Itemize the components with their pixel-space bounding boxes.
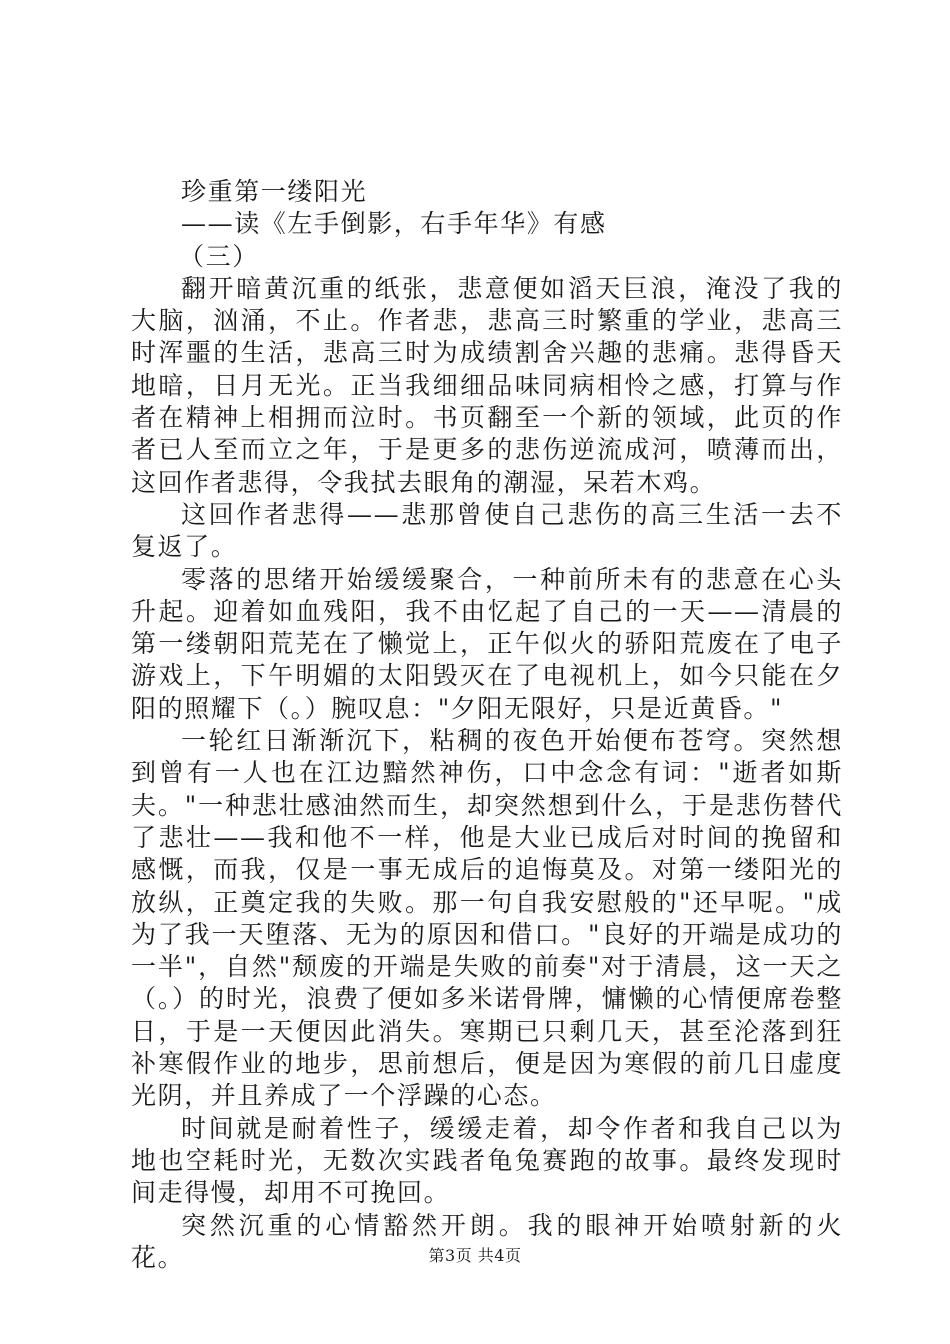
paragraph: 零落的思绪开始缓缓聚合，一种前所未有的悲意在心头升起。迎着如血残阳，我不由忆起了自己的一天——清晨的第一缕朝阳荒芜在了懒觉上，正午似火的骄阳荒废在了电子游戏上，下午明媚的太阳毁灭在了电视机上，如今只能在夕阳的照耀下（。）腕叹息："夕阳无限好，只是近黄昏。" — [131, 564, 843, 723]
paragraph: 一轮红日渐渐沉下，粘稠的夜色开始便布苍穹。突然想到曾有一人也在江边黯然神伤，口中念念有词："逝者如斯夫。"一种悲壮感油然而生，却突然想到什么，于是悲伤替代了悲壮——我和他不一样，他是大业已成后对时间的挽留和感慨，而我，仅是一事无成后的追悔莫及。对第一缕阳光的放纵，正奠定我的失败。那一句自我安慰般的"还早呢。"成为了我一天堕落、无为的原因和借口。"良好的开端是成功的一半"，自然"颓废的开端是失败的前奏"对于清晨，这一天之（。）的时光，浪费了便如多米诺骨牌，慵懒的心情便席卷整日，于是一天便因此消失。寒期已只剩几天，甚至沦落到狂补寒假作业的地步，思前想后，便是因为寒假的前几日虚度光阴，并且养成了一个浮躁的心态。 — [131, 726, 843, 1111]
page-number-footer: 第3页 共4页 — [428, 1246, 522, 1265]
essay-title: 珍重第一缕阳光 — [181, 177, 368, 206]
paragraph: 翻开暗黄沉重的纸张，悲意便如滔天巨浪，淹没了我的大脑，汹涌，不止。作者悲，悲高三时繁重的学业，悲高三时浑噩的生活，悲高三时为成绩割舍兴趣的悲痛。悲得昏天地暗，日月无光。正当我细细品味同病相怜之感，打算与作者在精神上相拥而泣时。书页翻至一个新的领域，此页的作者已人至而立之年，于是更多的悲伤逆流成河，喷薄而出，这回作者悲得，令我拭去眼角的潮湿，呆若木鸡。 — [131, 273, 843, 497]
paragraph: 时间就是耐着性子，缓缓走着，却令作者和我自己以为地也空耗时光，无数次实践者龟兔赛跑的故事。最终发现时间走得慢，却用不可挽回。 — [131, 1113, 843, 1208]
section-number: （三） — [179, 241, 259, 271]
essay-subtitle: ——读《左手倒影，右手年华》有感 — [181, 209, 607, 239]
document-body — [131, 176, 843, 1274]
paragraph: 这回作者悲得——悲那曾使自己悲伤的高三生活一去不复返了。 — [131, 499, 843, 562]
paragraph: 突然沉重的心情豁然开朗。我的眼神开始喷射新的火花。 — [131, 1210, 843, 1272]
